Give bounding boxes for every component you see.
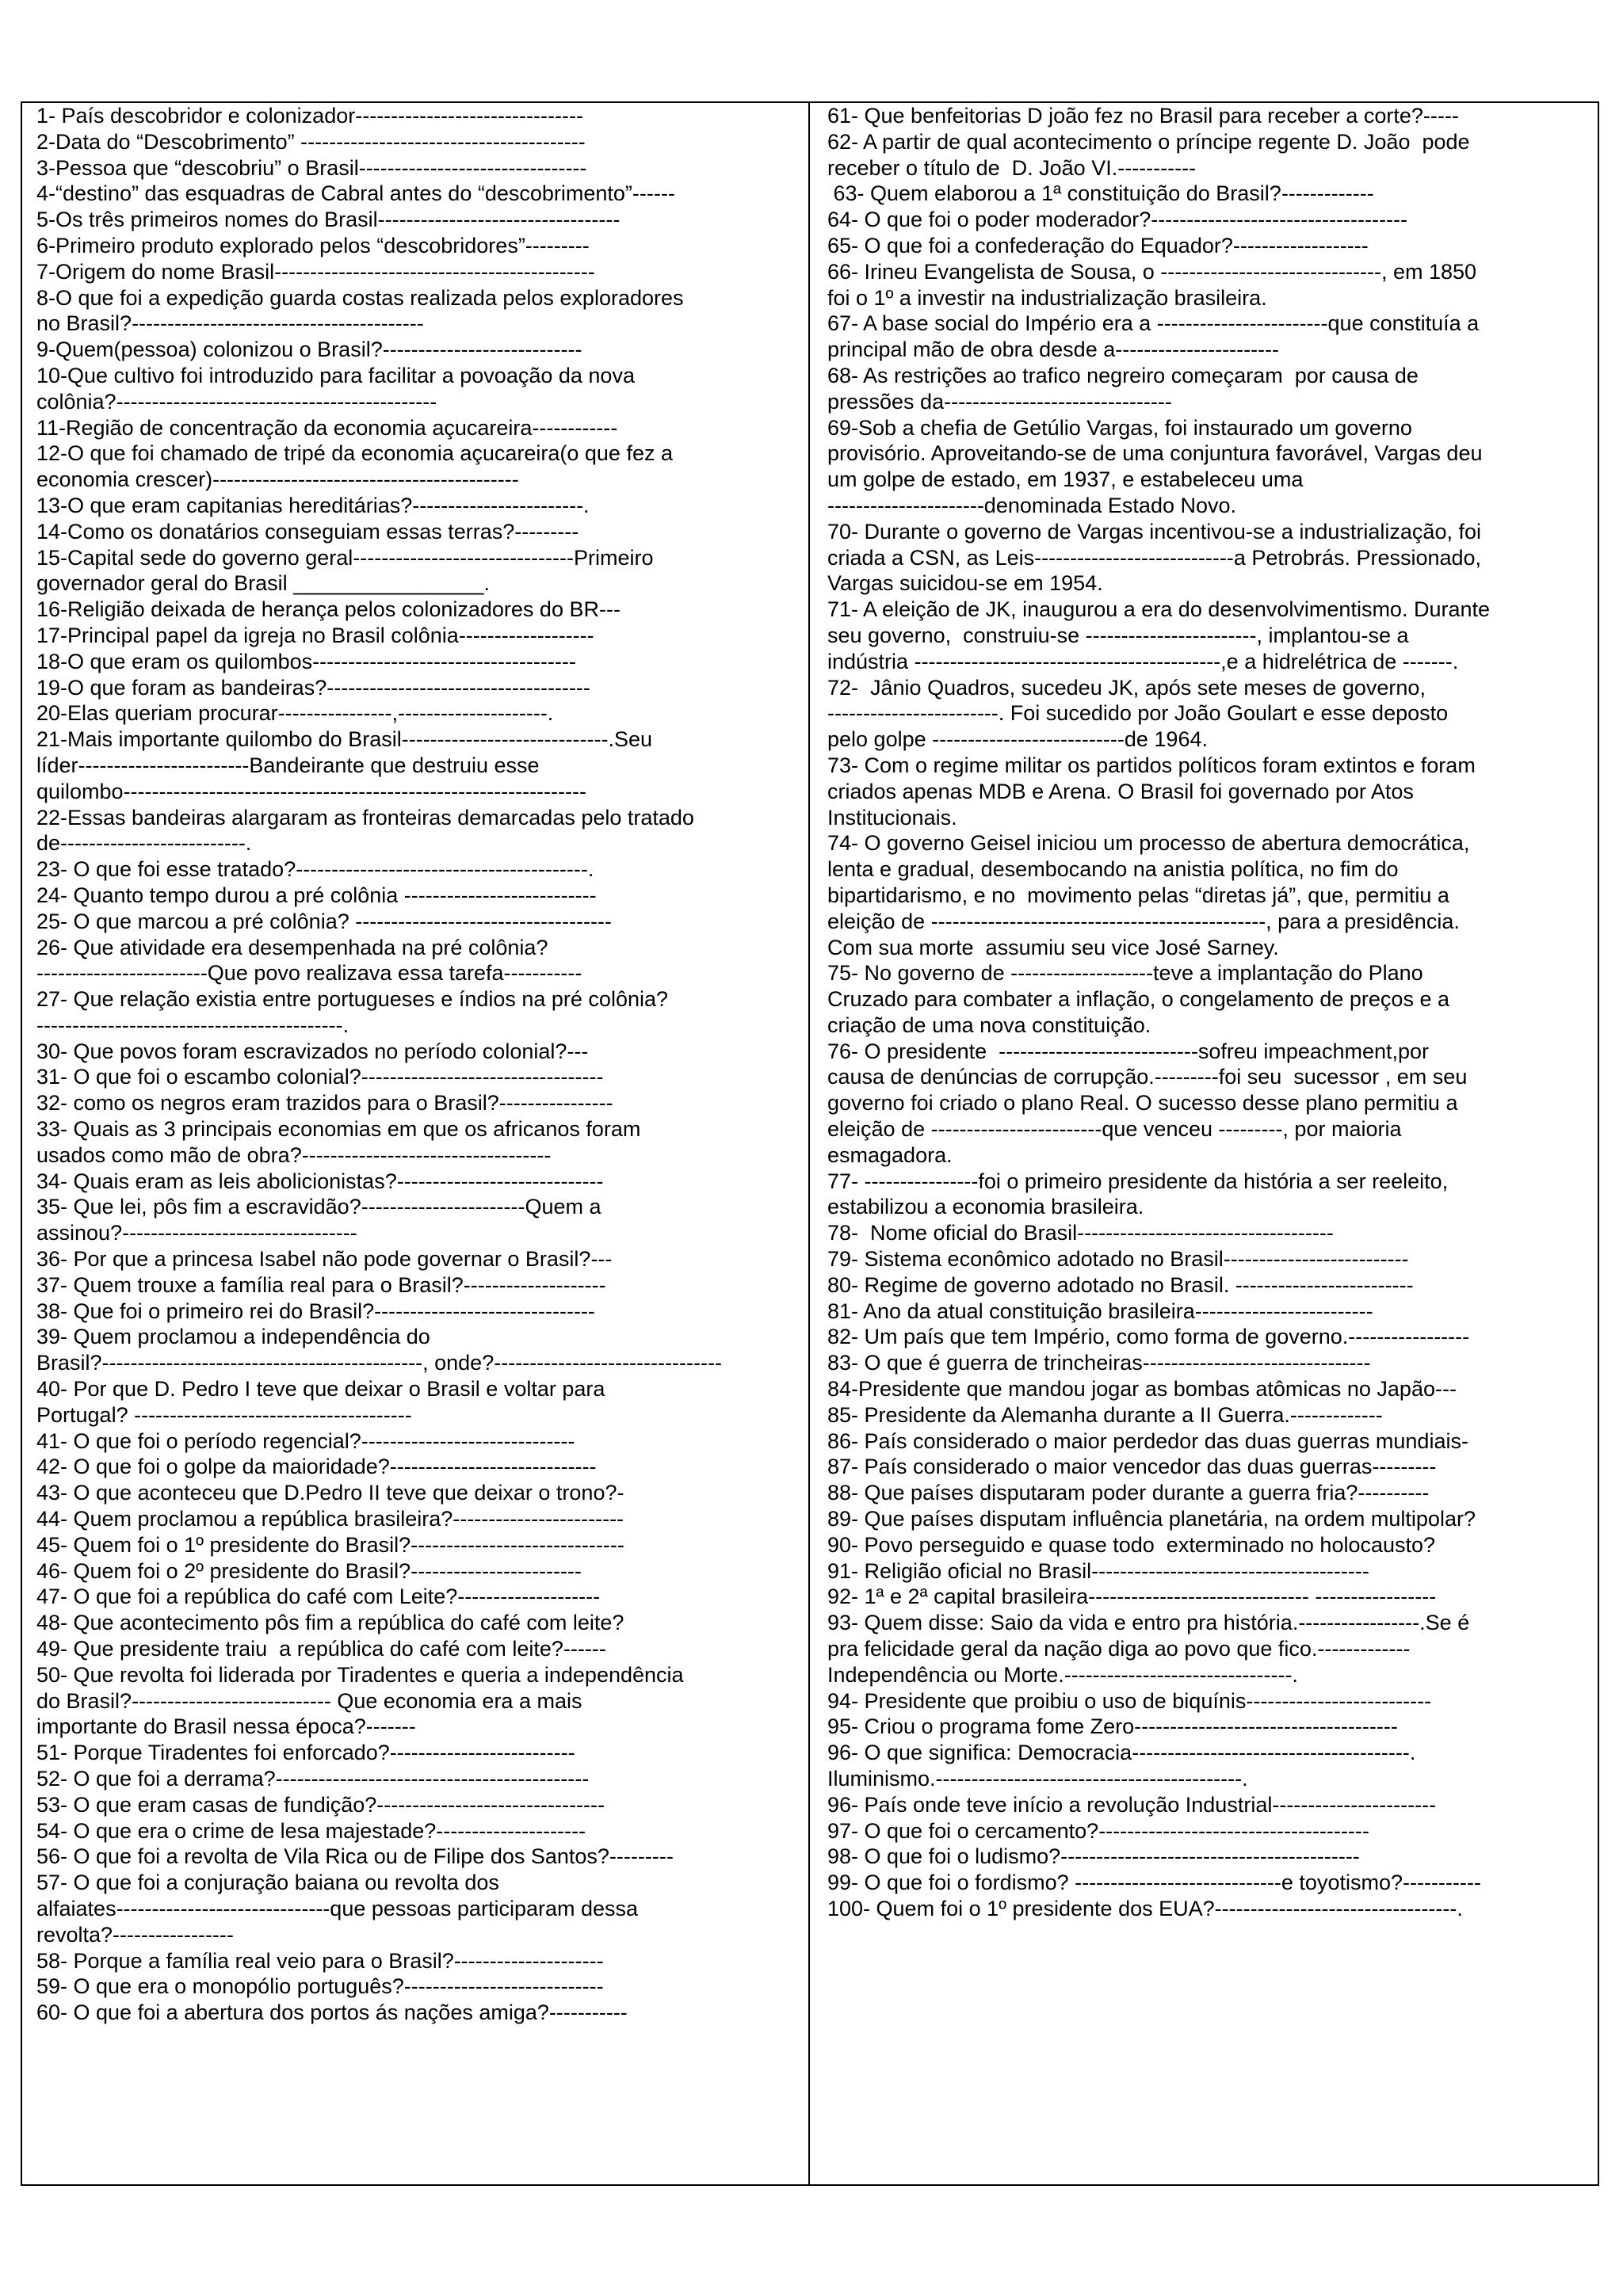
- question-line: lenta e gradual, desembocando na anistia política, no fim do: [827, 857, 1399, 882]
- question-line: importante do Brasil nessa época?-------: [36, 1714, 416, 1739]
- question-line: bipartidarismo, e no movimento pelas “diretas já”, que, permitiu a: [827, 883, 1449, 907]
- question-line: 90- Povo perseguido e quase todo exterminado no holocausto?: [827, 1532, 1436, 1557]
- question-line: 43- O que aconteceu que D.Pedro II teve que deixar o trono?-: [36, 1481, 624, 1505]
- question-line: Com sua morte assumiu seu vice José Sarney.: [827, 935, 1279, 959]
- question-line: 79- Sistema econômico adotado no Brasil--------------------------: [827, 1247, 1409, 1272]
- question-line: 4-“destino” das esquadras de Cabral antes do “descobrimento”------: [36, 181, 675, 206]
- question-line: 38- Que foi o primeiro rei do Brasil?-------------------------------: [36, 1299, 595, 1323]
- question-line: 5-Os três primeiros nomes do Brasil----------------------------------: [36, 208, 621, 232]
- question-line: 11-Região de concentração da economia açucareira------------: [36, 415, 618, 440]
- question-line: 84-Presidente que mandou jogar as bombas atômicas no Japão---: [827, 1377, 1457, 1402]
- question-line: 33- Quais as 3 principais economias em que os africanos foram: [36, 1117, 641, 1142]
- question-line: quilombo-----------------------------------------------------------------: [36, 779, 586, 803]
- question-line: indústria -------------------------------------------,e a hidrelétrica de -------.: [827, 649, 1459, 673]
- question-line: 80- Regime de governo adotado no Brasil. -------------------------: [827, 1272, 1414, 1297]
- question-line: 53- O que eram casas de fundição?--------------------------------: [36, 1792, 605, 1817]
- question-line: 15-Capital sede do governo geral-------------------------------Primeiro: [36, 545, 654, 570]
- question-line: 40- Por que D. Pedro I teve que deixar o Brasil e voltar para: [36, 1377, 605, 1402]
- question-line: 68- As restrições ao trafico negreiro começaram por causa de: [827, 363, 1419, 387]
- question-line: 62- A partir de qual acontecimento o príncipe regente D. João pode: [827, 129, 1470, 154]
- question-line: 46- Quem foi o 2º presidente do Brasil?------------------------: [36, 1558, 582, 1583]
- question-line: Institucionais.: [827, 805, 957, 830]
- question-line: 6-Primeiro produto explorado pelos “descobridores”---------: [36, 233, 590, 257]
- question-line: 87- País considerado o maior vencedor das duas guerras---------: [827, 1455, 1437, 1479]
- question-line: no Brasil?-----------------------------------------: [36, 311, 424, 336]
- question-line: 64- O que foi o poder moderador?------------------------------------: [827, 208, 1407, 232]
- question-line: 27- Que relação existia entre portugueses e índios na pré colônia?: [36, 987, 669, 1012]
- question-line: pressões da--------------------------------: [827, 389, 1172, 414]
- question-line: 89- Que países disputam influência planetária, na ordem multipolar?: [827, 1507, 1476, 1531]
- question-line: 32- como os negros eram trazidos para o Brasil?----------------: [36, 1091, 613, 1116]
- question-line: 99- O que foi o fordismo? -----------------------------e toyotismo?-----------: [827, 1871, 1481, 1895]
- question-line: criados apenas MDB e Arena. O Brasil foi governado por Atos: [827, 779, 1414, 803]
- question-line: 66- Irineu Evangelista de Sousa, o -------------------------------, em 1850: [827, 259, 1477, 284]
- question-line: 3-Pessoa que “descobriu” o Brasil--------------------------------: [36, 155, 587, 180]
- question-line: usados como mão de obra?-----------------------------------: [36, 1142, 552, 1167]
- question-line: 52- O que foi a derrama?--------------------------------------------: [36, 1767, 590, 1791]
- question-line: 47- O que foi a república do café com Leite?--------------------: [36, 1585, 601, 1609]
- question-line: criação de uma nova constituição.: [827, 1013, 1151, 1037]
- question-line: 97- O que foi o cercamento?--------------------------------------: [827, 1818, 1369, 1843]
- right-column: [810, 103, 1598, 2184]
- question-line: 58- Porque a família real veio para o Brasil?---------------------: [36, 1948, 604, 1973]
- question-line: 91- Religião oficial no Brasil---------------------------------------: [827, 1558, 1369, 1583]
- question-line: causa de denúncias de corrupção.---------foi seu sucessor , em seu: [827, 1065, 1468, 1089]
- question-line: 92- 1ª e 2ª capital brasileira------------------------------- -----------------: [827, 1585, 1437, 1609]
- question-line: alfaiates------------------------------que pessoas participaram dessa: [36, 1896, 639, 1920]
- question-line: Vargas suicidou-se em 1954.: [827, 571, 1103, 596]
- question-line: -------------------------------------------.: [36, 1013, 349, 1037]
- question-line: 81- Ano da atual constituição brasileira-------------------------: [827, 1299, 1373, 1323]
- question-line: 7-Origem do nome Brasil---------------------------------------------: [36, 259, 595, 284]
- question-line: 13-O que eram capitanias hereditárias?------------------------.: [36, 493, 590, 517]
- question-line: 31- O que foi o escambo colonial?----------------------------------: [36, 1065, 604, 1089]
- question-line: economia crescer)-------------------------------------------: [36, 467, 519, 492]
- question-line: de--------------------------.: [36, 831, 252, 856]
- question-line: 63- Quem elaborou a 1ª constituição do Brasil?-------------: [827, 181, 1374, 206]
- question-line: 86- País considerado o maior perdedor das duas guerras mundiais-: [827, 1428, 1468, 1453]
- question-line: 23- O que foi esse tratado?-----------------------------------------.: [36, 857, 594, 882]
- question-line: 56- O que foi a revolta de Vila Rica ou de Filipe dos Santos?---------: [36, 1844, 674, 1869]
- question-line: pra felicidade geral da nação diga ao povo que fico.-------------: [827, 1637, 1411, 1661]
- question-line: 42- O que foi o golpe da maioridade?-----------------------------: [36, 1455, 597, 1479]
- question-line: ------------------------. Foi sucedido por João Goulart e esse deposto: [827, 701, 1449, 726]
- question-line: eleição de ------------------------que venceu ---------, por maioria: [827, 1117, 1402, 1142]
- question-line: Portugal? ---------------------------------------: [36, 1402, 412, 1427]
- question-line: 10-Que cultivo foi introduzido para facilitar a povoação da nova: [36, 363, 635, 387]
- question-line: Independência ou Morte.--------------------------------.: [827, 1662, 1298, 1687]
- question-line: do Brasil?---------------------------- Que economia era a mais: [36, 1688, 582, 1713]
- question-line: esmagadora.: [827, 1142, 953, 1167]
- question-line: revolta?-----------------: [36, 1922, 234, 1947]
- question-line: 54- O que era o crime de lesa majestade?---------------------: [36, 1818, 586, 1843]
- question-line: estabilizou a economia brasileira.: [827, 1195, 1144, 1219]
- question-line: Cruzado para combater a inflação, o congelamento de preços e a: [827, 987, 1449, 1012]
- question-line: 60- O que foi a abertura dos portos ás nações amiga?-----------: [36, 2000, 628, 2025]
- question-line: 50- Que revolta foi liderada por Tiradentes e queria a independência: [36, 1662, 684, 1687]
- question-line: principal mão de obra desde a-----------------------: [827, 338, 1280, 362]
- question-line: 61- Que benfeitorias D joão fez no Brasil para receber a corte?-----: [827, 104, 1459, 128]
- question-line: provisório. Aproveitando-se de uma conjuntura favorável, Vargas deu: [827, 441, 1483, 466]
- question-line: 100- Quem foi o 1º presidente dos EUA?----------------------------------.: [827, 1896, 1463, 1920]
- question-line: 1- País descobridor e colonizador--------------------------------: [36, 104, 583, 128]
- question-line: 78- Nome oficial do Brasil------------------------------------: [827, 1221, 1334, 1245]
- question-line: 12-O que foi chamado de tripé da economia açucareira(o que fez a: [36, 441, 673, 466]
- question-line: 39- Quem proclamou a independência do: [36, 1325, 430, 1349]
- question-line: Brasil?---------------------------------------------, onde?--------------------------------: [36, 1351, 722, 1375]
- question-line: 93- Quem disse: Saio da vida e entro pra história.-----------------.Se é: [827, 1611, 1470, 1635]
- question-line: eleição de -----------------------------------------------, para a presidência.: [827, 909, 1460, 933]
- question-line: 21-Mais importante quilombo do Brasil-----------------------------.Seu: [36, 727, 653, 752]
- question-line: 74- O governo Geisel iniciou um processo de abertura democrática,: [827, 831, 1470, 856]
- question-line: 20-Elas queriam procurar----------------,---------------------.: [36, 701, 554, 726]
- question-line: 98- O que foi o ludismo?------------------------------------------: [827, 1844, 1360, 1869]
- question-line: assinou?---------------------------------: [36, 1221, 357, 1245]
- question-line: 57- O que foi a conjuração baiana ou revolta dos: [36, 1871, 499, 1895]
- question-line: 2-Data do “Descobrimento” ----------------------------------------: [36, 129, 586, 154]
- question-line: 83- O que é guerra de trincheiras--------------------------------: [827, 1351, 1371, 1375]
- question-line: criada a CSN, as Leis----------------------------a Petrobrás. Pressionado,: [827, 545, 1482, 570]
- question-line: 67- A base social do Império era a ------------------------que constituía a: [827, 311, 1480, 336]
- question-line: 88- Que países disputaram poder durante a guerra fria?----------: [827, 1481, 1430, 1505]
- question-line: 70- Durante o governo de Vargas incentivou-se a industrialização, foi: [827, 519, 1481, 543]
- question-line: 72- Jânio Quadros, sucedeu JK, após sete meses de governo,: [827, 675, 1426, 700]
- question-line: 24- Quanto tempo durou a pré colônia ---------------------------: [36, 883, 597, 907]
- question-line: receber o título de D. João VI.-----------: [827, 155, 1197, 180]
- question-line: seu governo, construiu-se ------------------------, implantou-se a: [827, 623, 1409, 647]
- question-line: 75- No governo de --------------------teve a implantação do Plano: [827, 961, 1423, 986]
- question-line: 49- Que presidente traiu a república do café com leite?------: [36, 1637, 606, 1661]
- question-line: ------------------------Que povo realizava essa tarefa-----------: [36, 961, 582, 986]
- question-line: 76- O presidente ----------------------------sofreu impeachment,por: [827, 1039, 1430, 1063]
- question-line: 71- A eleição de JK, inaugurou a era do desenvolvimentismo. Durante: [827, 597, 1491, 622]
- question-line: 19-O que foram as bandeiras?-------------------------------------: [36, 675, 590, 700]
- question-line: pelo golpe ---------------------------de 1964.: [827, 727, 1208, 752]
- question-line: 69-Sob a chefia de Getúlio Vargas, foi instaurado um governo: [827, 415, 1412, 440]
- question-line: 95- Criou o programa fome Zero-------------------------------------: [827, 1714, 1398, 1739]
- question-line: 82- Um país que tem Império, como forma de governo.-----------------: [827, 1325, 1470, 1349]
- question-line: 36- Por que a princesa Isabel não pode governar o Brasil?---: [36, 1247, 613, 1272]
- question-line: 35- Que lei, pôs fim a escravidão?-----------------------Quem a: [36, 1195, 601, 1219]
- question-line: Iluminismo.-------------------------------------------.: [827, 1767, 1248, 1791]
- question-line: 14-Como os donatários conseguiam essas terras?---------: [36, 519, 579, 543]
- question-line: 26- Que atividade era desempenhada na pré colônia?: [36, 935, 548, 959]
- question-line: foi o 1º a investir na industrialização brasileira.: [827, 285, 1267, 310]
- question-line: 77- ----------------foi o primeiro presidente da história a ser reeleito,: [827, 1169, 1449, 1193]
- question-line: 34- Quais eram as leis abolicionistas?-----------------------------: [36, 1169, 604, 1193]
- question-line: 44- Quem proclamou a república brasileira?------------------------: [36, 1507, 624, 1531]
- question-line: 51- Porque Tiradentes foi enforcado?--------------------------: [36, 1741, 575, 1765]
- question-line: 96- País onde teve início a revolução Industrial-----------------------: [827, 1792, 1437, 1817]
- question-line: 45- Quem foi o 1º presidente do Brasil?------------------------------: [36, 1532, 624, 1557]
- question-line: governador geral do Brasil ________________.: [36, 571, 490, 596]
- question-line: líder------------------------Bandeirante que destruiu esse: [36, 753, 540, 777]
- question-line: 41- O que foi o período regencial?------------------------------: [36, 1428, 575, 1453]
- question-line: 85- Presidente da Alemanha durante a II Guerra.-------------: [827, 1402, 1383, 1427]
- question-line: 18-O que eram os quilombos-------------------------------------: [36, 649, 576, 673]
- question-line: 37- Quem trouxe a família real para o Brasil?--------------------: [36, 1272, 606, 1297]
- question-line: governo foi criado o plano Real. O sucesso desse plano permitiu a: [827, 1091, 1458, 1116]
- left-column: [22, 103, 810, 2184]
- question-line: 17-Principal papel da igreja no Brasil colônia-------------------: [36, 623, 594, 647]
- question-line: 25- O que marcou a pré colônia? ------------------------------------: [36, 909, 612, 933]
- question-line: 30- Que povos foram escravizados no período colonial?---: [36, 1039, 589, 1063]
- question-line: 96- O que significa: Democracia---------------------------------------.: [827, 1741, 1416, 1765]
- question-line: ----------------------denominada Estado Novo.: [827, 493, 1237, 517]
- question-line: 16-Religião deixada de herança pelos colonizadores do BR---: [36, 597, 621, 622]
- question-line: 59- O que era o monopólio português?----------------------------: [36, 1974, 604, 1999]
- question-line: um golpe de estado, em 1937, e estabeleceu uma: [827, 467, 1304, 492]
- question-line: 22-Essas bandeiras alargaram as fronteiras demarcadas pelo tratado: [36, 805, 694, 830]
- question-line: 65- O que foi a confederação do Equador?-------------------: [827, 233, 1369, 257]
- question-line: 94- Presidente que proibiu o uso de biquínis--------------------------: [827, 1688, 1432, 1713]
- question-line: 48- Que acontecimento pôs fim a república do café com leite?: [36, 1611, 624, 1635]
- question-line: 9-Quem(pessoa) colonizou o Brasil?----------------------------: [36, 338, 582, 362]
- question-line: colônia?---------------------------------------------: [36, 389, 437, 414]
- question-line: 8-O que foi a expedição guarda costas realizada pelos exploradores: [36, 285, 684, 310]
- question-sheet: [21, 101, 1599, 2186]
- question-line: 73- Com o regime militar os partidos políticos foram extintos e foram: [827, 753, 1476, 777]
